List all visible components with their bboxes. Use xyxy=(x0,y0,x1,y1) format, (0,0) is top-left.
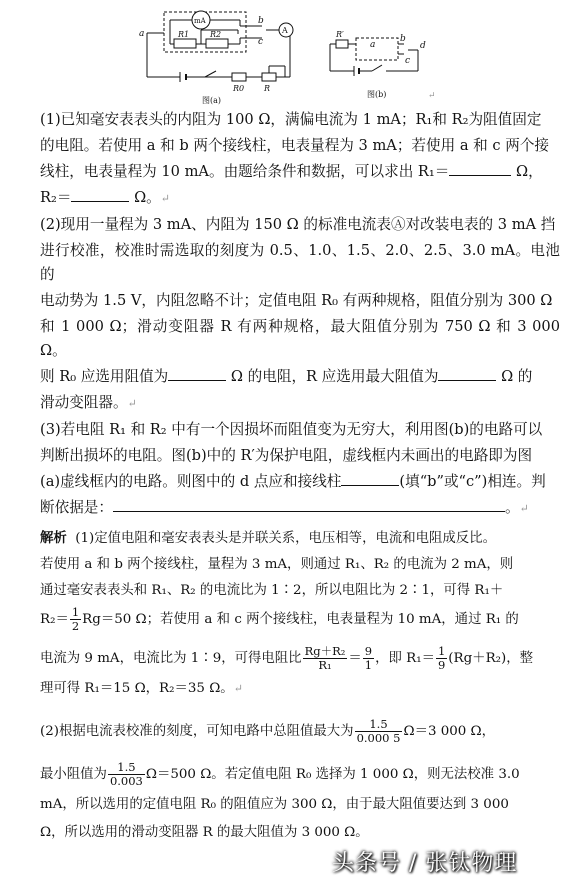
fig-a-label-r: R xyxy=(264,84,271,93)
analysis-p1-line-5c: ，即 R₁＝ xyxy=(375,651,435,666)
fig-a-label-b: b xyxy=(258,16,264,26)
fig-a-label-r1: R1 xyxy=(178,30,190,39)
q2-line-1: (2)现用一量程为 3 mA、内阻为 150 Ω 的标准电流表Ⓐ对改装电表的 3 mA 挡 xyxy=(40,216,556,233)
fig-a-label-ma: mA xyxy=(194,17,206,25)
figure-para-mark: ↵ xyxy=(428,91,436,101)
analysis-p2-line-1b: Ω＝3 000 Ω， xyxy=(403,724,496,739)
q3-line-2: 判断出损坏的电阻。图(b)中的 R′为保护电阻，虚线框内未画出的电路即为图 xyxy=(40,447,533,464)
q3-line-4: 断依据是： xyxy=(40,499,113,516)
figure-a xyxy=(147,11,293,82)
answer-blank-terminal xyxy=(341,472,399,486)
q1-line-2: 的电阻。若使用 a 和 b 两个接线柱，电表量程为 3 mA；若使用 a 和 c 两个接 xyxy=(40,137,550,154)
analysis-section xyxy=(40,527,560,844)
analysis-p2-line-4: Ω，所以选用的滑动变阻器 R 的最大阻值为 3 000 Ω。 xyxy=(40,825,369,840)
analysis-p1-line-5d: (Rg＋R₂)，整 xyxy=(448,651,534,666)
q2-line-3: 电动势为 1.5 V，内阻忽略不计；定值电阻 R₀ 有两种规格，阻值分别为 300 Ω xyxy=(40,292,553,309)
fraction-min-resistance: $\frac{1.5}{0.003}$ xyxy=(109,760,143,788)
fig-b-label-a: a xyxy=(370,40,376,50)
answer-blank-rmax xyxy=(438,367,496,381)
fig-b-label-rp: R′ xyxy=(336,30,344,39)
question-1 xyxy=(40,108,560,211)
analysis-p1-line-3: 通过毫安表表头和 R₁、R₂ 的电流比为 1∶2，所以电阻比为 2∶1，可得 R₁＋ xyxy=(40,583,504,598)
analysis-p1-line-2: 若使用 a 和 b 两个接线柱，量程为 3 mA，则通过 R₁、R₂ 的电流为 2 mA，则 xyxy=(40,557,514,572)
q1-line-4: R₂＝ xyxy=(40,189,72,206)
q2-line-2: 进行校准，校准时需选取的刻度为 0.5、1.0、1.5、2.0、2.5、3.0 mA。电池的 xyxy=(40,242,560,283)
analysis-p1-line-6: 理可得 R₁＝15 Ω，R₂＝35 Ω。 xyxy=(40,681,234,696)
question-3 xyxy=(40,418,560,521)
fig-a-label-c: c xyxy=(258,37,264,47)
q2-line-5: 则 R₀ 应选用阻值为 xyxy=(40,368,169,385)
fig-a-label-a: a xyxy=(139,29,145,39)
analysis-p2-line-2a: 最小阻值为 xyxy=(40,767,107,782)
q3-line-4b: 。 xyxy=(504,499,520,516)
q1-line-3-unit: Ω， xyxy=(516,163,543,180)
analysis-p1-line-5a: 电流为 9 mA，电流比为 1∶9，可得电阻比 xyxy=(40,651,302,666)
q2-line-5c: Ω 的 xyxy=(501,368,533,385)
para-mark: ↵ xyxy=(519,502,529,515)
analysis-p1-line-5b: ＝ xyxy=(348,651,362,666)
analysis-p2-line-1a: (2)根据电流表校准的刻度，可知电路中总阻值最大为 xyxy=(40,724,354,739)
answer-blank-r1 xyxy=(449,162,511,176)
fig-b-label-c: c xyxy=(405,56,411,66)
fig-a-label-r0: R0 xyxy=(233,84,245,93)
q3-line-3: (a)虚线框内的电路。则图中的 d 点应和接线柱 xyxy=(40,473,342,490)
fig-b-label-d: d xyxy=(420,41,426,51)
analysis-p2-line-2b: Ω＝500 Ω。若定值电阻 R₀ 选择为 1 000 Ω，则无法校准 3.0 xyxy=(145,767,520,782)
answer-blank-r2 xyxy=(71,188,129,202)
fig-a-label-ammeter: A xyxy=(282,26,288,35)
analysis-label: 解析 xyxy=(40,530,67,546)
q2-line-5b: Ω 的电阻，R 应选用最大阻值为 xyxy=(230,368,439,385)
answer-blank-reason xyxy=(113,498,505,512)
watermark: 头条号 / 张钛物理 xyxy=(332,851,518,876)
q3-line-3b: (填“b”或“c”)相连。判 xyxy=(399,473,546,490)
q3-line-1: (3)若电阻 R₁ 和 R₂ 中有一个因损坏而阻值变为无穷大，利用图(b)的电路可以 xyxy=(40,421,543,438)
fraction-resistance-ratio: $\frac{\text{Rg＋R₂}}{\text{R₁}}$ xyxy=(304,644,346,672)
q1-line-1: (1)已知毫安表表头的内阻为 100 Ω，满偏电流为 1 mA；R₁和 R₂为阻值固定 xyxy=(40,111,542,128)
para-mark: ↵ xyxy=(233,682,243,695)
para-mark: ↵ xyxy=(127,397,137,410)
fraction-one-ninth: $\frac{1}{9}$ xyxy=(437,644,446,672)
q2-line-6: 滑动变阻器。 xyxy=(40,394,128,411)
circuit-figures xyxy=(0,0,577,108)
fig-a-label-r2: R2 xyxy=(210,30,222,39)
answer-blank-r0 xyxy=(168,367,226,381)
q2-line-4: 和 1 000 Ω；滑动变阻器 R 有两种规格，最大阻值分别为 750 Ω 和 3 000 Ω。 xyxy=(40,318,560,359)
problem-text xyxy=(40,108,560,844)
fraction-nine-over-one: $\frac{9}{1}$ xyxy=(364,644,373,672)
fig-b-caption: 图(b) xyxy=(367,90,387,99)
q1-line-3: 线柱，电表量程为 10 mA。由题给条件和数据，可以求出 R₁＝ xyxy=(40,163,450,180)
analysis-p1-line-4b: Rg＝50 Ω；若使用 a 和 c 两个接线柱，电表量程为 10 mA，通过 R₁ 的 xyxy=(82,612,519,627)
analysis-p1-line-1: (1)定值电阻和毫安表表头是并联关系，电压相等，电流和电阻成反比。 xyxy=(75,531,496,546)
analysis-p1-line-4a: R₂＝ xyxy=(40,612,69,627)
fraction-one-half: $\frac{1}{2}$ xyxy=(71,605,80,633)
fraction-max-resistance: $\frac{1.5}{0.000 5}$ xyxy=(356,717,401,745)
fig-a-caption: 图(a) xyxy=(202,96,222,105)
para-mark: ↵ xyxy=(160,192,170,205)
q1-line-4-unit: Ω。 xyxy=(134,189,161,206)
fig-b-label-b: b xyxy=(400,34,406,44)
question-2 xyxy=(40,213,560,416)
analysis-p2-line-3: mA，所以选用的定值电阻 R₀ 的阻值应为 300 Ω，由于最大阻值要达到 3 000 xyxy=(40,797,509,812)
